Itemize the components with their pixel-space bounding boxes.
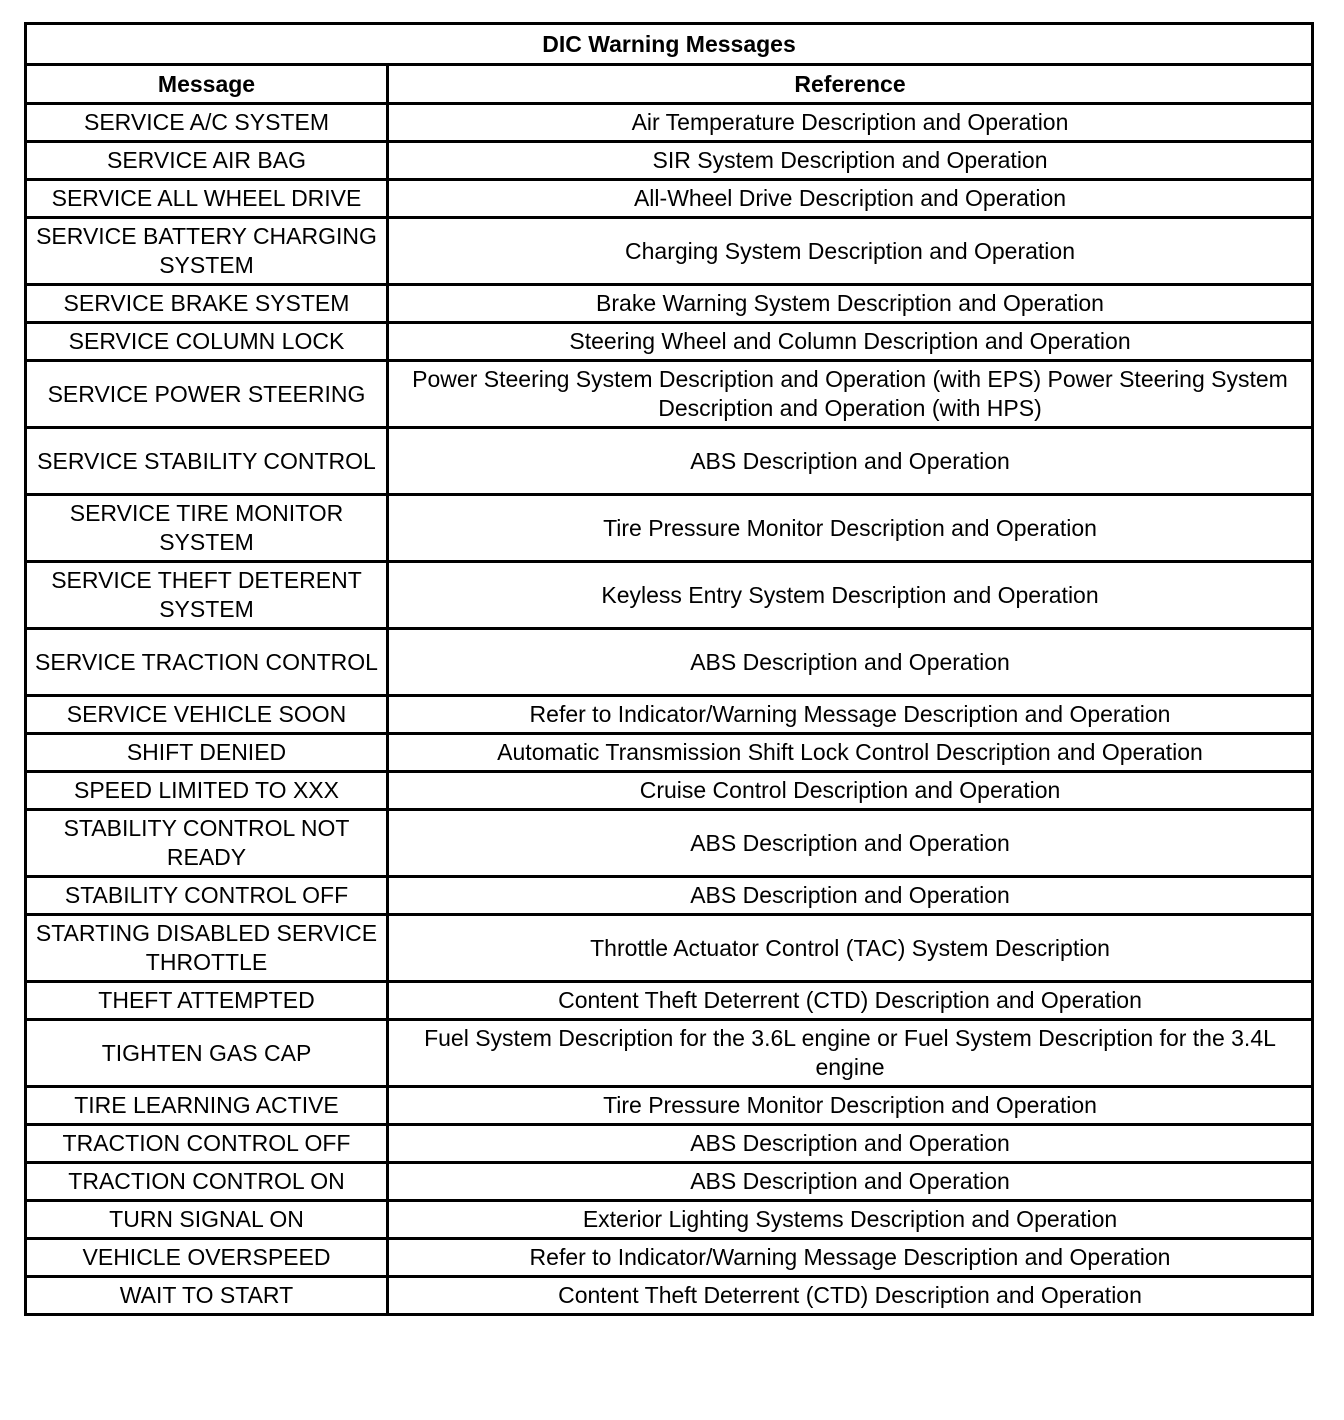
reference-cell: SIR System Description and Operation [388, 142, 1313, 180]
message-cell: SERVICE BRAKE SYSTEM [26, 285, 388, 323]
table-row [26, 495, 1313, 562]
reference-cell: Throttle Actuator Control (TAC) System Description [388, 915, 1313, 982]
message-cell: SHIFT DENIED [26, 734, 388, 772]
table-row [26, 1201, 1313, 1239]
reference-cell: Exterior Lighting Systems Description and Operation [388, 1201, 1313, 1239]
table-row [26, 810, 1313, 877]
message-cell: SERVICE AIR BAG [26, 142, 388, 180]
reference-cell: Fuel System Description for the 3.6L engine or Fuel System Description for the 3.4L engine [388, 1020, 1313, 1087]
message-cell: STABILITY CONTROL OFF [26, 877, 388, 915]
table-row [26, 1277, 1313, 1315]
column-header-reference: Reference [388, 65, 1313, 104]
reference-cell: Content Theft Deterrent (CTD) Description and Operation [388, 1277, 1313, 1315]
message-cell: WAIT TO START [26, 1277, 388, 1315]
reference-cell: Brake Warning System Description and Operation [388, 285, 1313, 323]
reference-cell: Power Steering System Description and Operation (with EPS) Power Steering System Description and Operation (with HPS) [388, 361, 1313, 428]
message-cell: VEHICLE OVERSPEED [26, 1239, 388, 1277]
table-row [26, 285, 1313, 323]
table-row [26, 772, 1313, 810]
reference-cell: Cruise Control Description and Operation [388, 772, 1313, 810]
message-cell: SERVICE STABILITY CONTROL [26, 428, 388, 495]
message-cell: THEFT ATTEMPTED [26, 982, 388, 1020]
table-row [26, 361, 1313, 428]
table-row [26, 562, 1313, 629]
table-title: DIC Warning Messages [26, 24, 1313, 65]
message-cell: SERVICE ALL WHEEL DRIVE [26, 180, 388, 218]
message-cell: STARTING DISABLED SERVICE THROTTLE [26, 915, 388, 982]
message-cell: SERVICE POWER STEERING [26, 361, 388, 428]
message-cell: SERVICE BATTERY CHARGING SYSTEM [26, 218, 388, 285]
table-row [26, 629, 1313, 696]
reference-cell: Automatic Transmission Shift Lock Control Description and Operation [388, 734, 1313, 772]
message-cell: TRACTION CONTROL OFF [26, 1125, 388, 1163]
table-row [26, 180, 1313, 218]
message-cell: SERVICE A/C SYSTEM [26, 104, 388, 142]
table-row [26, 1239, 1313, 1277]
table-row [26, 734, 1313, 772]
reference-cell: Refer to Indicator/Warning Message Description and Operation [388, 696, 1313, 734]
table-row [26, 1020, 1313, 1087]
dic-warning-messages-table [24, 22, 1314, 1316]
message-cell: SERVICE VEHICLE SOON [26, 696, 388, 734]
reference-cell: ABS Description and Operation [388, 1163, 1313, 1201]
reference-cell: ABS Description and Operation [388, 428, 1313, 495]
table-row [26, 915, 1313, 982]
reference-cell: Content Theft Deterrent (CTD) Description and Operation [388, 982, 1313, 1020]
table-row [26, 1163, 1313, 1201]
table-row [26, 696, 1313, 734]
reference-cell: All-Wheel Drive Description and Operation [388, 180, 1313, 218]
message-cell: TURN SIGNAL ON [26, 1201, 388, 1239]
reference-cell: ABS Description and Operation [388, 810, 1313, 877]
reference-cell: Refer to Indicator/Warning Message Description and Operation [388, 1239, 1313, 1277]
reference-cell: ABS Description and Operation [388, 629, 1313, 696]
message-cell: SERVICE TIRE MONITOR SYSTEM [26, 495, 388, 562]
reference-cell: Tire Pressure Monitor Description and Operation [388, 495, 1313, 562]
reference-cell: ABS Description and Operation [388, 1125, 1313, 1163]
reference-cell: Steering Wheel and Column Description and Operation [388, 323, 1313, 361]
reference-cell: ABS Description and Operation [388, 877, 1313, 915]
table-row [26, 982, 1313, 1020]
table-row [26, 428, 1313, 495]
message-cell: SERVICE COLUMN LOCK [26, 323, 388, 361]
message-cell: TIGHTEN GAS CAP [26, 1020, 388, 1087]
reference-cell: Charging System Description and Operation [388, 218, 1313, 285]
message-cell: SERVICE TRACTION CONTROL [26, 629, 388, 696]
message-cell: STABILITY CONTROL NOT READY [26, 810, 388, 877]
table-row [26, 218, 1313, 285]
column-header-message: Message [26, 65, 388, 104]
table-row [26, 104, 1313, 142]
table-header-row [26, 65, 1313, 104]
table-title-row [26, 24, 1313, 65]
table-row [26, 323, 1313, 361]
reference-cell: Tire Pressure Monitor Description and Operation [388, 1087, 1313, 1125]
message-cell: TIRE LEARNING ACTIVE [26, 1087, 388, 1125]
reference-cell: Air Temperature Description and Operation [388, 104, 1313, 142]
table-row [26, 142, 1313, 180]
message-cell: TRACTION CONTROL ON [26, 1163, 388, 1201]
table-row [26, 1125, 1313, 1163]
message-cell: SPEED LIMITED TO XXX [26, 772, 388, 810]
reference-cell: Keyless Entry System Description and Operation [388, 562, 1313, 629]
table-row [26, 877, 1313, 915]
message-cell: SERVICE THEFT DETERENT SYSTEM [26, 562, 388, 629]
table-row [26, 1087, 1313, 1125]
